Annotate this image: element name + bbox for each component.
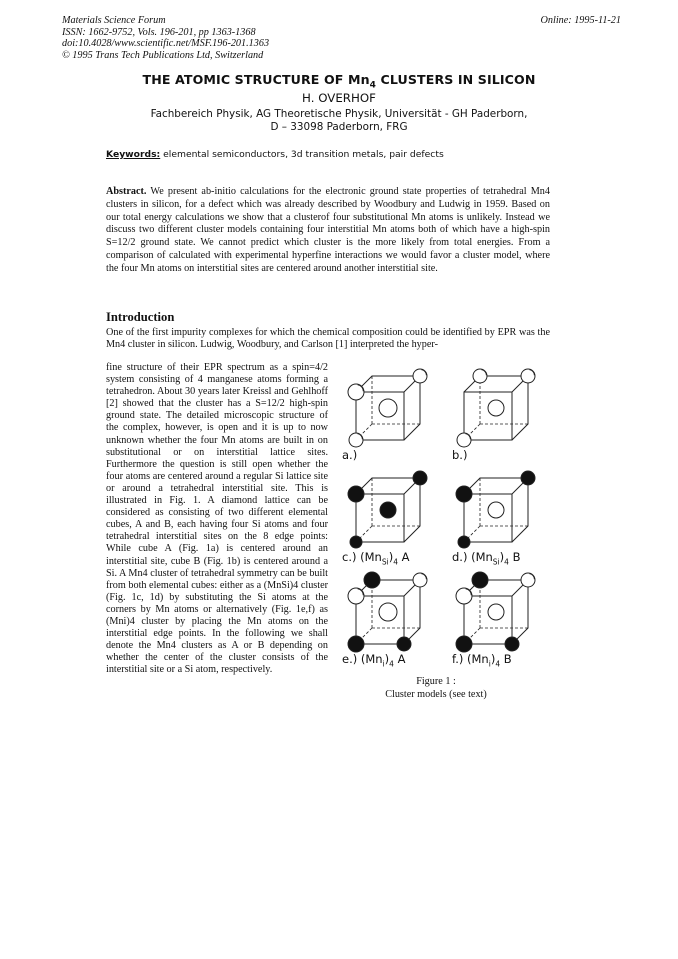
abstract-label: Abstract. [106,186,147,197]
keywords-label: Keywords: [106,149,161,160]
affiliation [0,108,678,134]
panel-b-center-atom [488,400,504,416]
issn-line: ISSN: 1662-9752, Vols. 196-201, pp 1363-1368 [62,26,256,38]
panel-e-corner-atom [364,572,380,588]
abstract [106,186,550,276]
intro-paragraph-start: One of the first impurity complexes for which the chemical composition could be identified by EPR was the Mn4 cluster in silicon. Ludwig, Woodbury, and Carlson [1] interpreted the hyper- [106,327,550,351]
keywords [106,149,444,160]
panel-d-corner-atom [456,486,472,502]
panel-f-label: f.) $(Mn_i)_4$ B [452,652,512,669]
panel-d-corner-atom [521,471,535,485]
panel-d-corner-atom [458,536,470,548]
panel-a-label: a.) [342,448,358,462]
panel-d-center-atom [488,502,504,518]
intro-heading: Introduction [106,310,175,324]
affiliation-line-1: Fachbereich Physik, AG Theoretische Physik, Universität - GH Paderborn, [150,108,528,120]
panel-c-corner-atom [350,536,362,548]
figure-1-drawing [336,362,552,682]
author: H. OVERHOF [302,91,376,105]
panel-f-center-atom [488,604,504,620]
title-text-end: CLUSTERS IN SILICON [376,72,536,87]
panel-c-label: c.) $(Mn_{Si})_4$ A [342,550,410,567]
panel-f-corner-atom [472,572,488,588]
panel-b-label: b.) [452,448,468,462]
title-subscript: 4 [369,80,377,91]
figure-1 [336,362,552,702]
paper-title [0,72,678,91]
figure-caption-number: Figure 1 : [416,676,456,687]
abstract-text: We present ab-initio calculations for the electronic ground state properties of tetrahedral Mn4 clusters in silicon, for a defect which was already described by Woodbury and Ludwig in 1959. Based on our total energy calculations we show that a clusterof four substitutional Mn atoms is unlikely. Instead we discuss two different cluster models containing four interstitial Mn atoms both of which have a high-spin S=12/2 ground state. We cannot predict which cluster is the more likely from total energies. From a comparison of calculated with experimental hyperfine interactions we would favor a cluster model, where the four Mn atoms on interstitial sites are centered around another interstitial site. [106,186,550,274]
panel-e-center-atom [379,603,397,621]
keywords-text: elemental semiconductors, 3d transition metals, pair defects [160,149,444,160]
panel-d-label: d.) $(Mn_{Si})_4$ B [452,550,521,567]
panel-c-corner-atom [348,486,364,502]
panel-e-corner-atom [348,636,364,652]
title-text: THE ATOMIC STRUCTURE OF Mn [142,72,370,87]
figure-caption [336,676,536,701]
journal-header [62,15,269,61]
affiliation-line-2: D – 33098 Paderborn, FRG [270,121,408,133]
journal-name: Materials Science Forum [62,15,166,26]
panel-c-center-atom [380,502,396,518]
doi-line: doi:10.4028/www.scientific.net/MSF.196-201.1363 [62,38,270,50]
panel-f-corner-atom [505,637,519,651]
panel-e-label: e.) $(Mn_i)_4$ A [342,652,406,669]
figure-caption-text: Cluster models (see text) [385,688,487,700]
panel-f-corner-atom [456,636,472,652]
copyright-line: © 1995 Trans Tech Publications Ltd, Switzerland [62,49,264,61]
panel-c-corner-atom [413,471,427,485]
panel-e-corner-atom [397,637,411,651]
panel-a-center-atom [379,399,397,417]
online-date: Online: 1995-11-21 [540,15,621,26]
intro-paragraph-column: fine structure of their EPR spectrum as a spin=4/2 system consisting of 4 manganese atoms forming a tetrahedron. About 30 years later Kreissl and Gehlhoff [2] showed that the cluster has a S=12/2 high-spin ground state. The detailed microscopic structure of the complex, however, is open and it is up to now unknown whether the four Mn atoms are built in on substitutional or on interstitial lattice sites. Furthermore the question is still open whether the four atoms are centered around a regular Si lattice site or around a tetrahedral interstitial site. This is illustrated in Fig. 1. A diamond lattice can be considered as consisting of two different elemental cubes, A and B, each having four Si atoms and four tetrahedral interstitial sites on the 8 edge points: While cube A (Fig. 1a) is centered around an interstitial site, cube B (Fig. 1b) is centered around a Si. A Mn4 cluster of tetrahedral symmetry can be built from both elemental cubes: either as a (MnSi)4 cluster (Fig. 1c, 1d) by substituting the Si atoms at the corners by Mn atoms or alternatively (Fig. 1e,f) as (Mni)4 cluster by placing the Mn atoms on the interstitial edge points. In the following we shall denote the Mn4 clusters as A or B depending on whether the center of the cluster consists of the interstitial site or a Si atom, respectively. [106,362,328,676]
